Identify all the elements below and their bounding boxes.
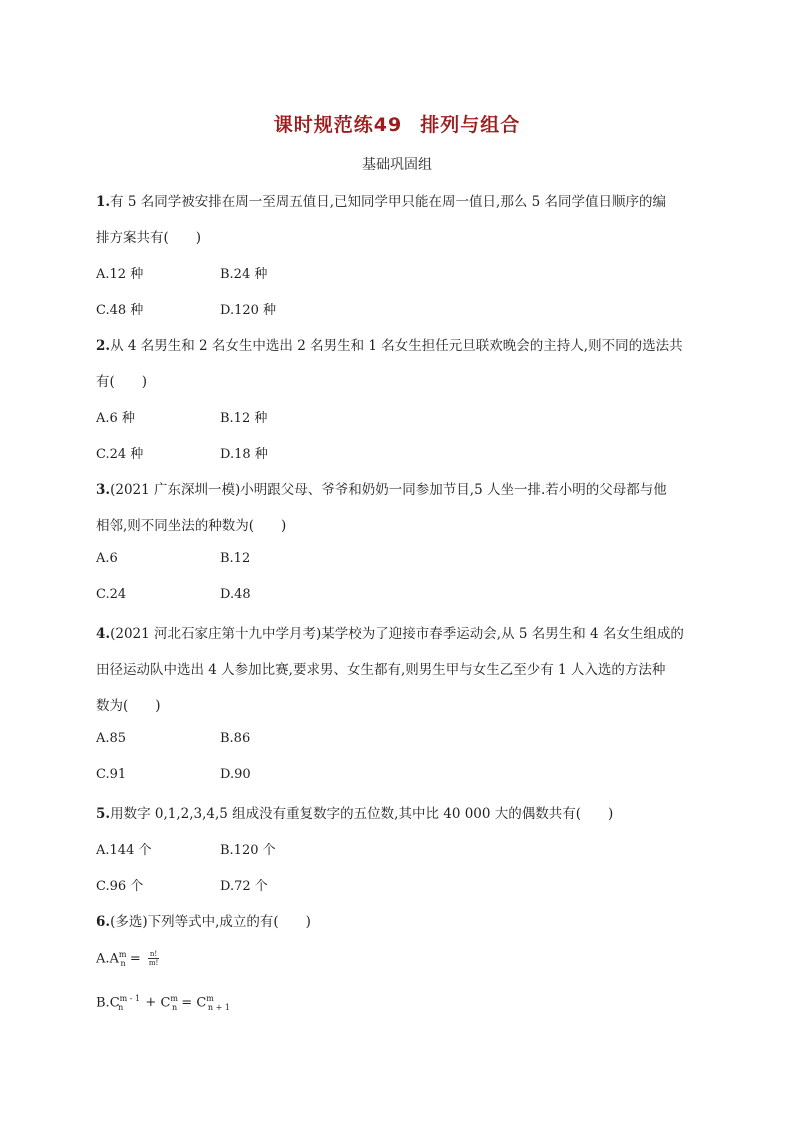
question-3-line-2: 相邻,则不同坐法的种数为( )	[96, 518, 287, 534]
question-2-line-2: 有( )	[96, 374, 148, 390]
question-2-line-1: 2.从 4 名男生和 2 名女生中选出 2 名男生和 1 名女生担任元旦联欢晚会的主持人,则不同的选法共	[96, 338, 683, 354]
question-number: 2.	[96, 338, 111, 354]
question-1-option-a: A.12 种	[96, 267, 144, 282]
page-title	[0, 110, 794, 137]
question-1-option-b: B.24 种	[220, 267, 268, 282]
question-4-option-a: A.85	[96, 731, 127, 746]
question-6-option-a: $A.A^m_n$ = $\frac{n!}{m!}$	[96, 950, 159, 968]
question-4-option-c: C.91	[96, 767, 127, 782]
question-1-option-d: D.120 种	[220, 303, 277, 318]
question-3-option-b: B.12	[220, 551, 251, 566]
question-4-line-3: 数为( )	[96, 698, 161, 714]
question-2-option-a: A.6 种	[96, 411, 135, 426]
question-5-line-1: 5.用数字 0,1,2,3,4,5 组成没有重复数字的五位数,其中比 40 000 大的偶数共有( )	[96, 806, 614, 822]
question-6-option-b: $B.C^{m - 1}_n + C^m_n = C^m_{n + 1}$	[96, 994, 230, 1012]
question-3-option-a: A.6	[96, 551, 118, 566]
question-1-option-c: C.48 种	[96, 303, 144, 318]
question-4-option-d: D.90	[220, 767, 251, 782]
fraction: $\frac{n!}{m!}$	[148, 950, 159, 968]
question-5-option-c: C.96 个	[96, 879, 144, 894]
section-heading: 基础巩固组	[362, 157, 432, 173]
question-4-line-1: 4.(2021 河北石家庄第十九中学月考)某学校为了迎接市春季运动会,从 5 名男生和 4 名女生组成的	[96, 626, 684, 642]
question-3-line-1: 3.(2021 广东深圳一模)小明跟父母、爷爷和奶奶一同参加节目,5 人坐一排.若小明的父母都与他	[96, 482, 667, 498]
question-1-line-1: 1.有 5 名同学被安排在周一至周五值日,已知同学甲只能在周一值日,那么 5 名同学值日顺序的编	[96, 194, 667, 210]
title-main: 课时规范练49	[273, 114, 403, 136]
question-2-option-b: B.12 种	[220, 411, 268, 426]
question-number: 3.	[96, 482, 111, 498]
question-number: 6.	[96, 914, 111, 930]
question-3-option-d: D.48	[220, 587, 251, 602]
question-number: 5.	[96, 806, 111, 822]
question-4-line-2: 田径运动队中选出 4 人参加比赛,要求男、女生都有,则男生甲与女生乙至少有 1 人入选的方法种	[96, 662, 666, 678]
question-5-option-a: A.144 个	[96, 843, 152, 858]
question-2-option-d: D.18 种	[220, 447, 268, 462]
question-6-line-1: 6.(多选)下列等式中,成立的有( )	[96, 914, 311, 930]
title-sub: 排列与组合	[420, 114, 521, 136]
question-1-line-2: 排方案共有( )	[96, 230, 202, 246]
question-4-option-b: B.86	[220, 731, 251, 746]
question-number: 1.	[96, 194, 111, 210]
question-number: 4.	[96, 626, 111, 642]
question-2-option-c: C.24 种	[96, 447, 144, 462]
question-5-option-d: D.72 个	[220, 879, 268, 894]
question-3-option-c: C.24	[96, 587, 127, 602]
question-5-option-b: B.120 个	[220, 843, 276, 858]
